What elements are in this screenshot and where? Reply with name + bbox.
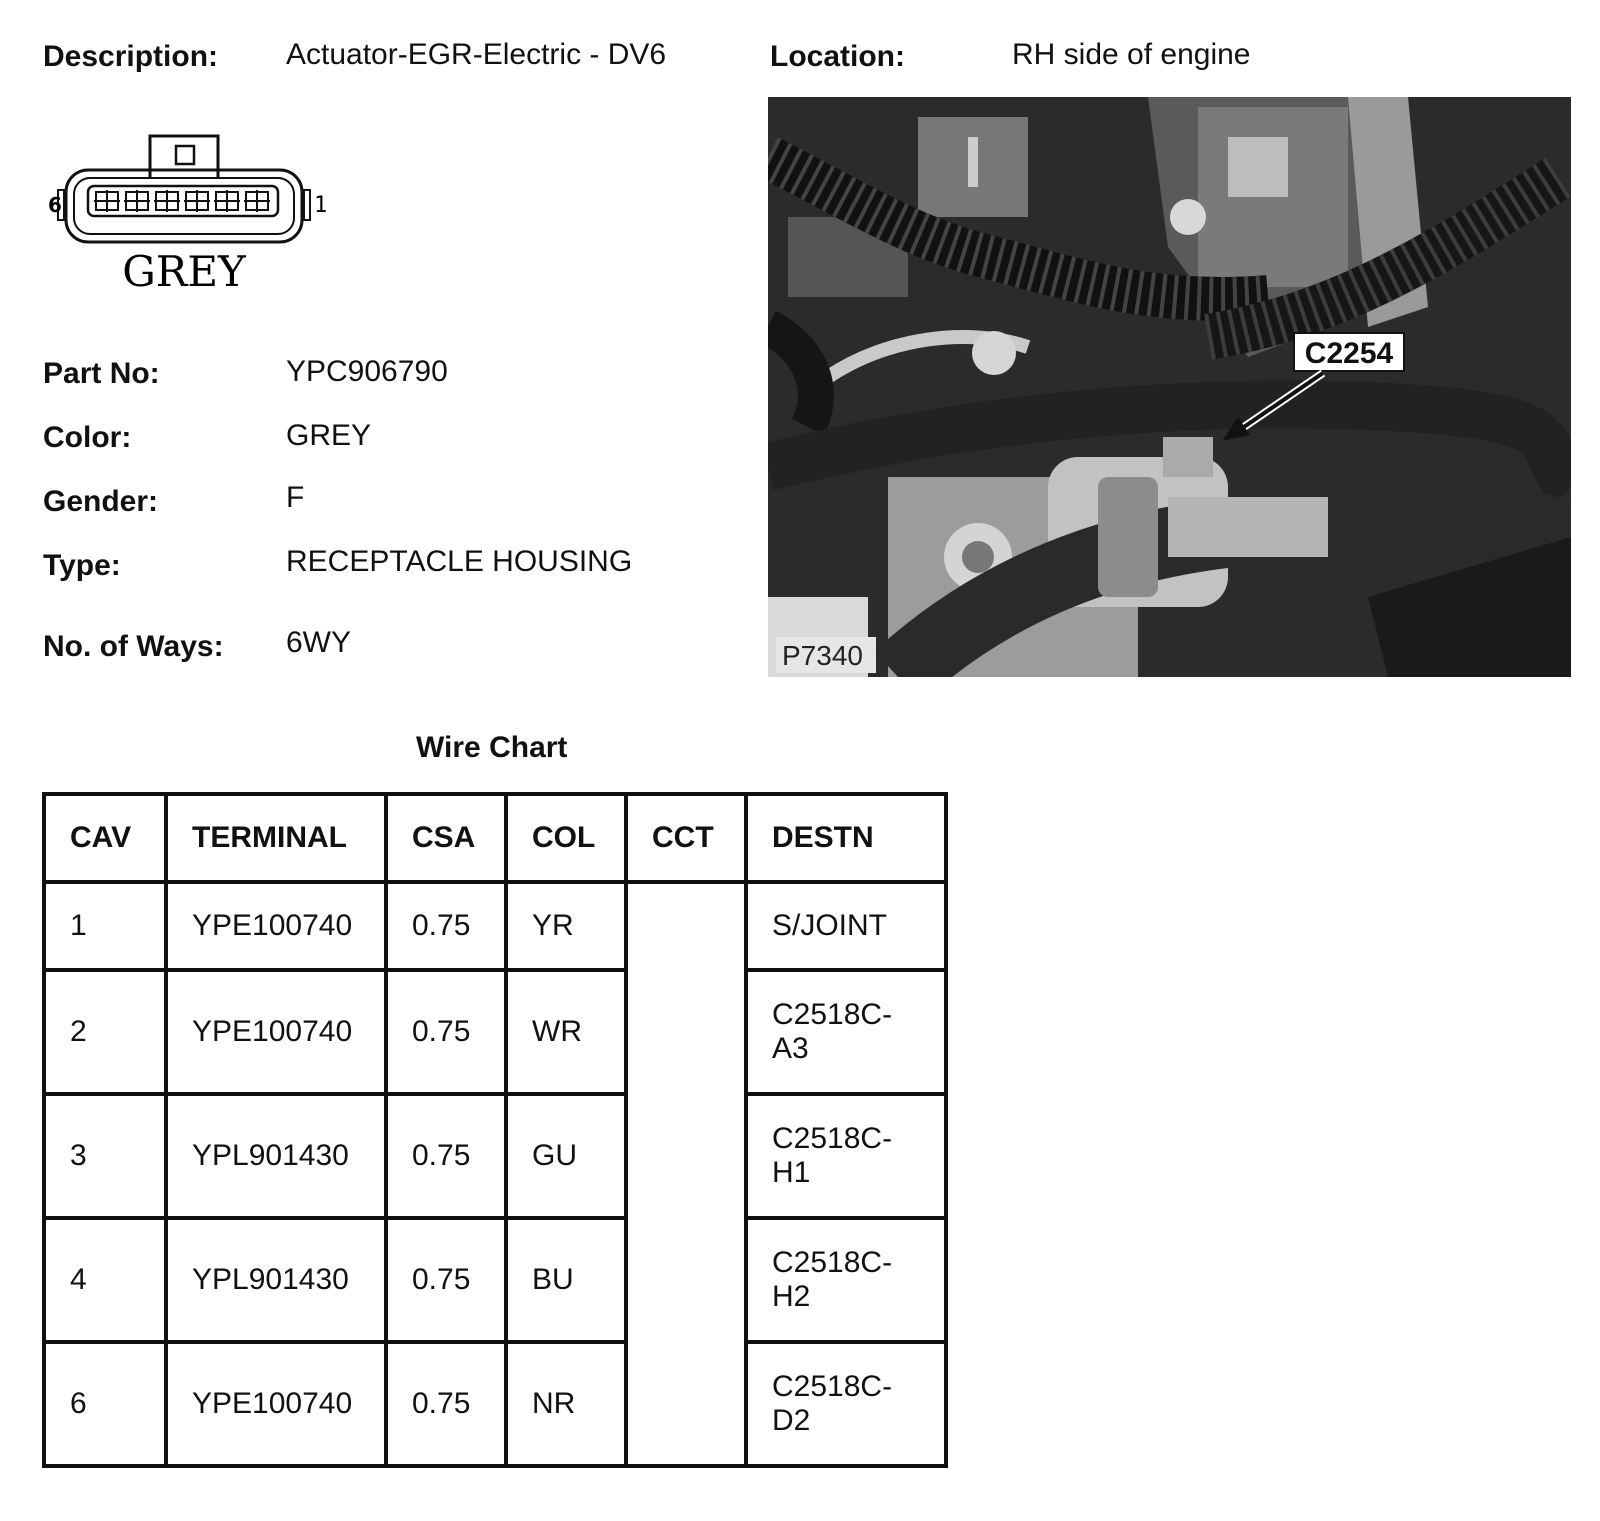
cell-terminal: YPE100740 — [166, 1342, 386, 1466]
type-label: Type: — [43, 549, 121, 582]
location-value: RH side of engine — [1012, 38, 1251, 71]
col-header-csa: CSA — [386, 794, 506, 882]
description-label: Description: — [43, 40, 219, 73]
part-no-label: Part No: — [43, 357, 160, 390]
cell-terminal: YPL901430 — [166, 1218, 386, 1342]
ways-label: No. of Ways: — [43, 630, 224, 663]
table-row — [44, 970, 946, 1094]
description-value: Actuator-EGR-Electric - DV6 — [286, 38, 667, 71]
table-row — [44, 1342, 946, 1466]
gender-value: F — [286, 481, 305, 514]
cell-col: GU — [506, 1094, 626, 1218]
cell-destn: C2518C- H1 — [746, 1094, 946, 1218]
cell-col: WR — [506, 970, 626, 1094]
cell-csa: 0.75 — [386, 1094, 506, 1218]
cell-terminal: YPE100740 — [166, 882, 386, 970]
cell-cct-merged — [626, 882, 746, 1466]
cell-csa: 0.75 — [386, 882, 506, 970]
col-header-cct: CCT — [626, 794, 746, 882]
cell-cav: 1 — [44, 882, 166, 970]
cell-terminal: YPL901430 — [166, 1094, 386, 1218]
cell-csa: 0.75 — [386, 1218, 506, 1342]
col-header-cav: CAV — [44, 794, 166, 882]
connector-diagram — [48, 128, 338, 298]
cell-destn: C2518C- A3 — [746, 970, 946, 1094]
location-label: Location: — [770, 40, 905, 73]
cell-csa: 0.75 — [386, 970, 506, 1094]
connector-color-label: GREY — [122, 247, 246, 296]
cell-col: YR — [506, 882, 626, 970]
cell-csa: 0.75 — [386, 1342, 506, 1466]
table-header-row — [44, 794, 946, 882]
table-row — [44, 1094, 946, 1218]
table-row — [44, 882, 946, 970]
cell-cav: 2 — [44, 970, 166, 1094]
photo-callout-label: C2254 — [1304, 337, 1394, 370]
cell-destn: C2518C- H2 — [746, 1218, 946, 1342]
type-value: RECEPTACLE HOUSING — [286, 545, 633, 578]
col-header-destn: DESTN — [746, 794, 946, 882]
pin-6-label: 6 — [48, 193, 62, 217]
col-header-col: COL — [506, 794, 626, 882]
color-value: GREY — [286, 419, 372, 452]
pin-1-label: 1 — [314, 193, 328, 218]
part-no-value: YPC906790 — [286, 355, 448, 388]
cell-col: BU — [506, 1218, 626, 1342]
photo-ref-label: P7340 — [782, 640, 863, 671]
table-row — [44, 1218, 946, 1342]
cell-col: NR — [506, 1342, 626, 1466]
col-header-terminal: TERMINAL — [166, 794, 386, 882]
cell-terminal: YPE100740 — [166, 970, 386, 1094]
cell-cav: 3 — [44, 1094, 166, 1218]
cell-destn: S/JOINT — [746, 882, 946, 970]
color-label: Color: — [43, 421, 132, 454]
engine-photo — [768, 97, 1571, 677]
pin-cavities — [94, 190, 270, 212]
gender-label: Gender: — [43, 485, 159, 518]
wire-chart-table — [42, 792, 948, 1468]
ways-value: 6WY — [286, 626, 352, 659]
wire-chart-title: Wire Chart — [416, 731, 568, 764]
cell-cav: 6 — [44, 1342, 166, 1466]
cell-destn: C2518C- D2 — [746, 1342, 946, 1466]
cell-cav: 4 — [44, 1218, 166, 1342]
